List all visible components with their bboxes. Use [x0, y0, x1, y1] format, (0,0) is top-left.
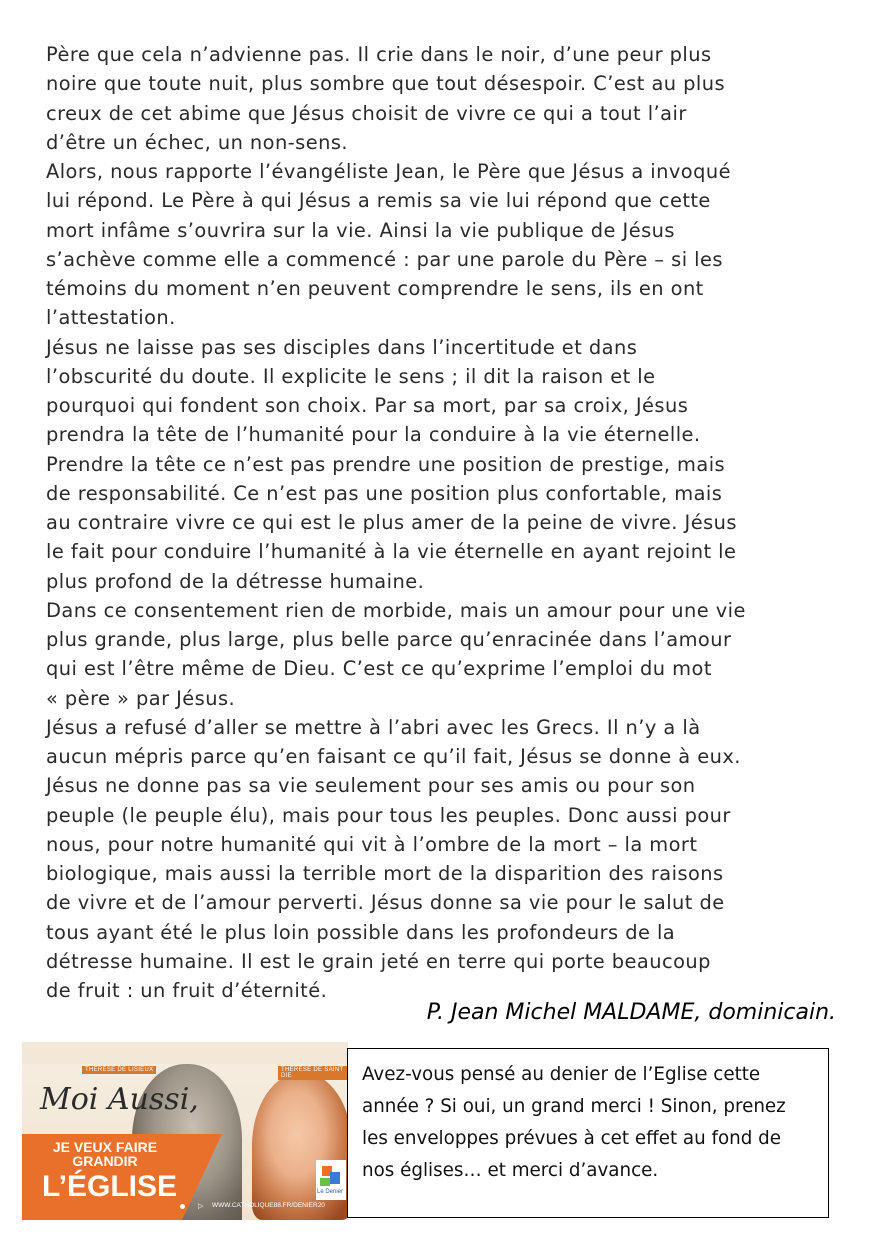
text-line: s’achève comme elle a commencé : par une parole du Père – si les: [46, 247, 723, 271]
text-line: l’obscurité du doute. Il explicite le sens ; il dit la raison et le: [46, 364, 656, 388]
play-arrow-icon: ▷: [198, 1202, 204, 1210]
banner-je-veux: JE VEUX FAIRE: [52, 1139, 158, 1155]
banner-tag-right: THÉRÈSE DE SAINT DIE: [278, 1066, 348, 1080]
text-line: Père que cela n’advienne pas. Il crie dans le noir, d’une peur plus: [46, 43, 712, 66]
denier-logo-label: Le Denier: [317, 1189, 344, 1195]
text-line: lui répond. Le Père à qui Jésus a remis sa vie lui répond que cette: [46, 189, 711, 213]
banner-slogan: [40, 1140, 170, 1168]
text-line: de vivre et de l’amour perverti. Jésus donne sa vie pour le salut de: [46, 891, 725, 915]
text-line: l’attestation.: [46, 306, 176, 330]
text-line: d’être un échec, un non-sens.: [46, 130, 349, 154]
text-line: Jésus a refusé d’aller se mettre à l’abri avec les Grecs. Il n’y a là: [46, 715, 701, 739]
banner-eglise: L’ÉGLISE: [42, 1170, 178, 1203]
signature: P. Jean Michel MALDAME, dominicain.: [426, 1000, 836, 1025]
text-line: mort infâme s’ouvrira sur la vie. Ainsi la vie publique de Jésus: [46, 218, 675, 242]
notice-line: les enveloppes prévues à cet effet au fond de: [362, 1128, 782, 1149]
text-line: Alors, nous rapporte l’évangéliste Jean, le Père que Jésus a invoqué: [46, 160, 731, 183]
banner-moi-aussi: Moi Aussi,: [40, 1082, 199, 1117]
denier-logo: [316, 1160, 346, 1200]
text-line: qui est l’être même de Dieu. C’est ce qu’exprime l’emploi du mot: [46, 657, 712, 681]
notice-line: année ? Si oui, un grand merci ! Sinon, prenez: [362, 1096, 786, 1117]
sermon-text: [46, 40, 846, 1005]
text-line: tous ayant été le plus loin possible dans les profondeurs de la: [46, 920, 676, 944]
text-line: noire que toute nuit, plus sombre que tout désespoir. C’est au plus: [46, 72, 726, 96]
text-line: Dans ce consentement rien de morbide, mais un amour pour une vie: [46, 598, 746, 622]
text-line: Jésus ne donne pas sa vie seulement pour ses amis ou pour son: [46, 774, 696, 798]
text-line: plus profond de la détresse humaine.: [46, 569, 425, 593]
text-line: creux de cet abime que Jésus choisit de vivre ce qui a tout l’air: [46, 101, 687, 125]
banner-grandir: GRANDIR: [72, 1153, 138, 1169]
text-line: aucun mépris parce qu’en faisant ce qu’il fait, Jésus se donne à eux.: [46, 745, 741, 768]
text-line: prendra la tête de l’humanité pour la conduire à la vie éternelle.: [46, 423, 701, 447]
denier-banner-image: [22, 1042, 348, 1220]
banner-url: WWW.CATHOLIQUE88.FR/DENIER20: [212, 1202, 325, 1209]
text-line: pourquoi qui fondent son choix. Par sa mort, par sa croix, Jésus: [46, 394, 689, 417]
text-line: nous, pour notre humanité qui vit à l’ombre de la mort – la mort: [46, 832, 698, 856]
denier-notice-box: [347, 1048, 829, 1218]
text-line: « père » par Jésus.: [46, 686, 236, 710]
text-line: témoins du moment n’en peuvent comprendre le sens, ils en ont: [46, 277, 704, 300]
text-line: Jésus ne laisse pas ses disciples dans l’incertitude et dans: [46, 335, 638, 359]
text-line: au contraire vivre ce qui est le plus amer de la peine de vivre. Jésus: [46, 511, 737, 534]
text-line: Prendre la tête ce n’est pas prendre une position de prestige, mais: [46, 452, 726, 476]
text-line: de responsabilité. Ce n’est pas une position plus confortable, mais: [46, 481, 723, 505]
banner-dot: [180, 1204, 185, 1209]
text-line: le fait pour conduire l’humanité à la vie éternelle en ayant rejoint le: [46, 540, 737, 564]
banner-tag-left: THÉRÈSE DE LISIEUX: [82, 1066, 156, 1074]
banner-top-stripe: [22, 1042, 348, 1064]
text-line: détresse humaine. Il est le grain jeté en terre qui porte beaucoup: [46, 949, 711, 973]
text-line: plus grande, plus large, plus belle parce qu’enracinée dans l’amour: [46, 628, 732, 651]
text-line: de fruit : un fruit d’éternité.: [46, 979, 328, 1002]
notice-line: nos églises… et merci d’avance.: [362, 1160, 659, 1181]
text-line: biologique, mais aussi la terrible mort de la disparition des raisons: [46, 862, 724, 885]
notice-line: Avez-vous pensé au denier de l’Eglise cette: [362, 1064, 761, 1085]
text-line: peuple (le peuple élu), mais pour tous les peuples. Donc aussi pour: [46, 803, 731, 827]
